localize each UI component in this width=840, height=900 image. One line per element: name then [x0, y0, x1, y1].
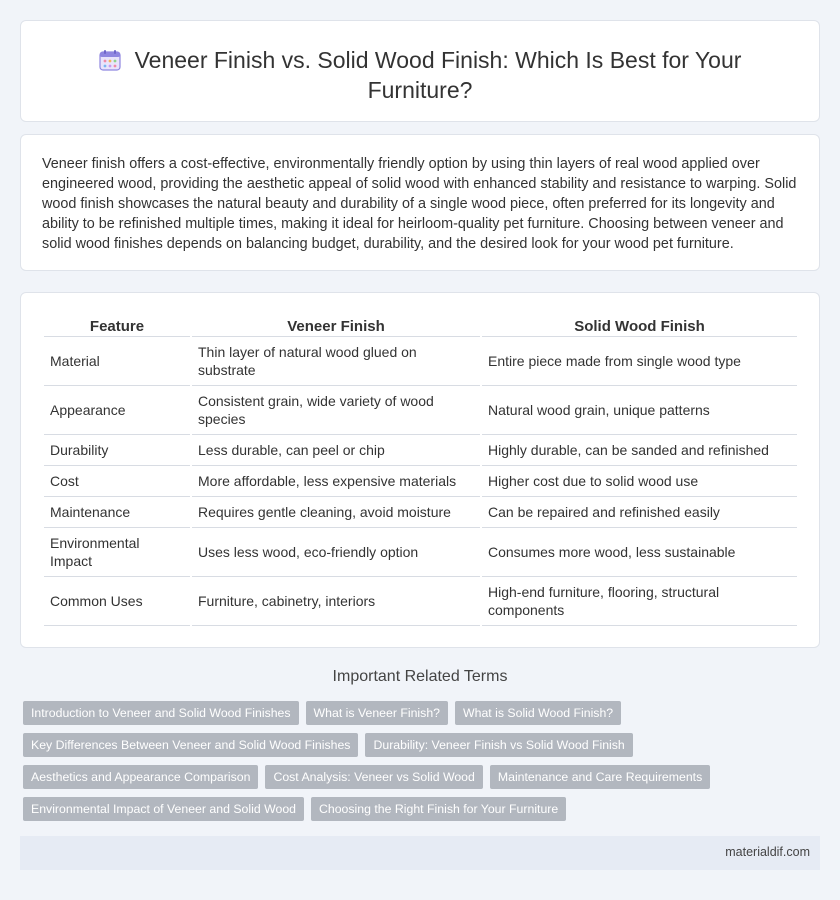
related-term-link[interactable]: What is Veneer Finish?: [306, 701, 448, 725]
table-cell-veneer: Requires gentle cleaning, avoid moisture: [192, 497, 480, 528]
related-terms-heading: Important Related Terms: [332, 668, 508, 685]
tag-row: [23, 797, 803, 821]
column-header-solid-wood: Solid Wood Finish: [482, 315, 797, 337]
related-term-link[interactable]: Durability: Veneer Finish vs Solid Wood Finish: [365, 733, 632, 757]
table-cell-feature: Maintenance: [44, 497, 190, 528]
comparison-table-card: [20, 292, 820, 648]
intro-card: [20, 134, 820, 271]
tag-row: [23, 765, 803, 789]
calendar-grid-icon: [99, 49, 121, 71]
related-term-link[interactable]: Maintenance and Care Requirements: [490, 765, 710, 789]
table-row: [44, 435, 797, 466]
tag-row: [23, 701, 803, 725]
related-term-link[interactable]: Choosing the Right Finish for Your Furniture: [311, 797, 566, 821]
table-cell-veneer: More affordable, less expensive materials: [192, 466, 480, 497]
page-title: Veneer Finish vs. Solid Wood Finish: Which Is Best for Your Furniture?: [134, 47, 742, 103]
table-row: [44, 577, 797, 626]
footer-bar: [20, 836, 820, 870]
column-header-veneer: Veneer Finish: [192, 315, 480, 337]
table-cell-veneer: Uses less wood, eco-friendly option: [192, 528, 480, 577]
table-row: [44, 528, 797, 577]
related-term-link[interactable]: Key Differences Between Veneer and Solid Wood Finishes: [23, 733, 358, 757]
related-term-link[interactable]: Cost Analysis: Veneer vs Solid Wood: [265, 765, 482, 789]
table-row: [44, 386, 797, 435]
table-cell-solid-wood: Highly durable, can be sanded and refinished: [482, 435, 797, 466]
table-cell-feature: Environmental Impact: [44, 528, 190, 577]
title-card: [20, 20, 820, 122]
table-cell-solid-wood: Consumes more wood, less sustainable: [482, 528, 797, 577]
table-cell-veneer: Furniture, cabinetry, interiors: [192, 577, 480, 626]
table-cell-feature: Material: [44, 337, 190, 386]
footer-site-name: materialdif.com: [725, 845, 810, 859]
table-cell-veneer: Less durable, can peel or chip: [192, 435, 480, 466]
related-term-link[interactable]: Introduction to Veneer and Solid Wood Finishes: [23, 701, 299, 725]
table-row: [44, 497, 797, 528]
tag-row: [23, 733, 803, 757]
table-cell-veneer: Thin layer of natural wood glued on substrate: [192, 337, 480, 386]
table-cell-solid-wood: Can be repaired and refinished easily: [482, 497, 797, 528]
intro-paragraph: Veneer finish offers a cost-effective, environmentally friendly option by using thin layers of real wood applied over engineered wood, providing the aesthetic appeal of solid wood with enhanced stability and resistance to warping. Solid wood finish showcases the natural beauty and durability of a single wood piece, often preferred for its longevity and ability to be refinished multiple times, making it ideal for heirloom-quality pet furniture. Choosing between veneer and solid wood finishes depends on balancing budget, durability, and the desired look for your wood pet furniture.: [42, 156, 797, 252]
table-cell-solid-wood: High-end furniture, flooring, structural components: [482, 577, 797, 626]
comparison-table: [42, 315, 799, 626]
table-cell-solid-wood: Natural wood grain, unique patterns: [482, 386, 797, 435]
related-term-link[interactable]: Aesthetics and Appearance Comparison: [23, 765, 258, 789]
table-header-row: [44, 315, 797, 337]
table-row: [44, 466, 797, 497]
table-cell-solid-wood: Higher cost due to solid wood use: [482, 466, 797, 497]
table-cell-feature: Cost: [44, 466, 190, 497]
related-term-link[interactable]: What is Solid Wood Finish?: [455, 701, 621, 725]
related-term-link[interactable]: Environmental Impact of Veneer and Solid Wood: [23, 797, 304, 821]
table-cell-solid-wood: Entire piece made from single wood type: [482, 337, 797, 386]
page-title-wrap: [21, 45, 819, 105]
related-terms-tags: [23, 701, 803, 829]
column-header-feature: Feature: [44, 315, 190, 337]
table-cell-feature: Common Uses: [44, 577, 190, 626]
table-cell-veneer: Consistent grain, wide variety of wood species: [192, 386, 480, 435]
table-row: [44, 337, 797, 386]
table-cell-feature: Appearance: [44, 386, 190, 435]
table-cell-feature: Durability: [44, 435, 190, 466]
